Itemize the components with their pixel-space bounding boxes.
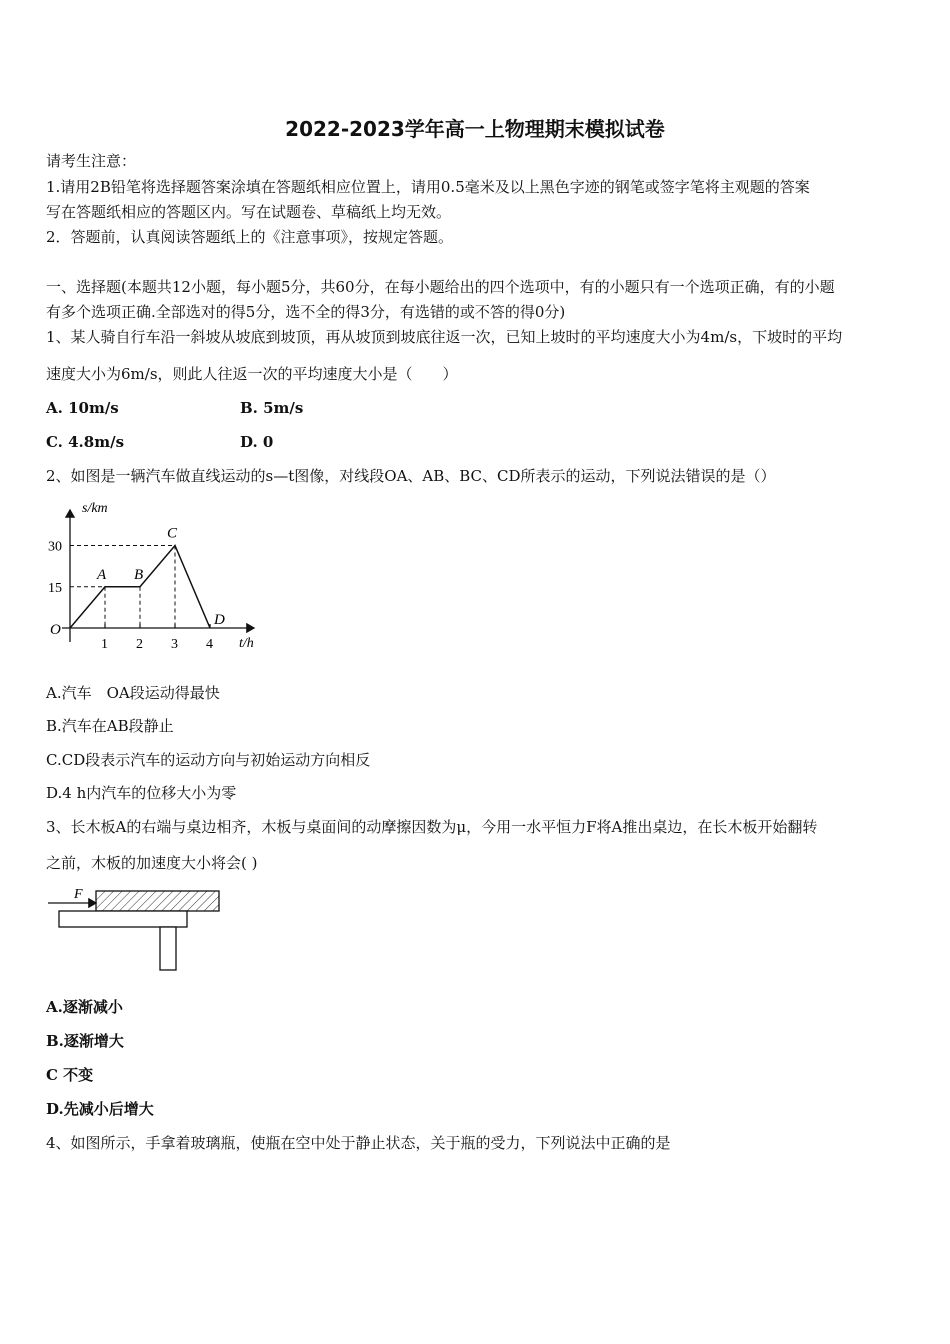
point-label-O: O <box>50 622 61 638</box>
y-tick-label: 30 <box>48 539 62 555</box>
table-leg <box>160 927 176 970</box>
q3-line1: 3、长木板A的右端与桌边相齐，木板与桌面间的动摩擦因数为μ，今用一水平恒力F将A推出桌边，在长木板开始翻转 <box>46 818 818 836</box>
board-table-figure <box>44 884 234 974</box>
point-label-C: C <box>167 525 178 542</box>
q3-line2: 之前，木板的加速度大小将会( ) <box>46 854 258 872</box>
y-tick-label: 15 <box>48 580 62 596</box>
notice-heading: 请考生注意： <box>46 152 137 170</box>
q1-option-d: D. 0 <box>240 433 274 451</box>
x-tick-label: 2 <box>136 637 143 652</box>
q2-option-c: C.CD段表示汽车的运动方向与初始运动方向相反 <box>46 751 371 769</box>
q1-line1: 1、某人骑自行车沿一斜坡从坡底到坡顶，再从坡顶到坡底往返一次，已知上坡时的平均速度大小为4m/s，下坡时的平均 <box>46 328 843 346</box>
point-label-D: D <box>214 612 225 628</box>
st-graph <box>40 494 270 656</box>
q1-option-b: B. 5m/s <box>240 399 304 417</box>
point-label-A: A <box>97 566 107 583</box>
section1-line1: 一、选择题(本题共12小题，每小题5分，共60分，在每小题给出的四个选项中，有的小题只有一个选项正确，有的小题 <box>46 278 835 296</box>
q3-option-b: B.逐渐增大 <box>46 1032 124 1050</box>
q2-option-a: A.汽车 OA段运动得最快 <box>46 684 220 702</box>
xlabel: t/h <box>239 636 254 651</box>
q3-option-a: A.逐渐减小 <box>46 998 123 1016</box>
x-tick-label: 4 <box>206 637 213 652</box>
ylabel: s/km <box>82 501 108 516</box>
notice-item1-line2: 写在答题纸相应的答题区内。写在试题卷、草稿纸上均无效。 <box>46 203 452 221</box>
notice-item1-line1: 1.请用2B铅笔将选择题答案涂填在答题纸相应位置上，请用0.5毫米及以上黑色字迹的钢笔或签字笔将主观题的答案 <box>46 178 810 196</box>
point-label-B: B <box>134 566 144 583</box>
q3-option-d: D.先减小后增大 <box>46 1100 154 1118</box>
q1-option-a: A. 10m/s <box>46 399 119 417</box>
force-label: F <box>74 887 83 902</box>
x-tick-label: 3 <box>171 637 178 652</box>
page-title: 2022-2023学年高一上物理期末模拟试卷 <box>285 117 665 141</box>
long-board <box>96 891 219 911</box>
q1-line2: 速度大小为6m/s，则此人往返一次的平均速度大小是（ ） <box>46 365 458 383</box>
q4-stem: 4、如图所示，手拿着玻璃瓶，使瓶在空中处于静止状态，关于瓶的受力，下列说法中正确的是 <box>46 1134 671 1152</box>
x-tick-label: 1 <box>101 637 108 652</box>
q1-option-c: C. 4.8m/s <box>46 433 125 451</box>
notice-item2: 2．答题前，认真阅读答题纸上的《注意事项》，按规定答题。 <box>46 228 454 246</box>
q2-option-b: B.汽车在AB段静止 <box>46 717 174 735</box>
table-top <box>59 911 187 927</box>
q2-stem: 2、如图是一辆汽车做直线运动的s—t图像，对线段OA、AB、BC、CD所表示的运动，下列说法错误的是（） <box>46 467 776 485</box>
q2-option-d: D.4 h内汽车的位移大小为零 <box>46 784 237 802</box>
section1-line2: 有多个选项正确.全部选对的得5分，选不全的得3分，有选错的或不答的得0分) <box>46 303 566 321</box>
q3-option-c: C 不变 <box>46 1066 94 1084</box>
